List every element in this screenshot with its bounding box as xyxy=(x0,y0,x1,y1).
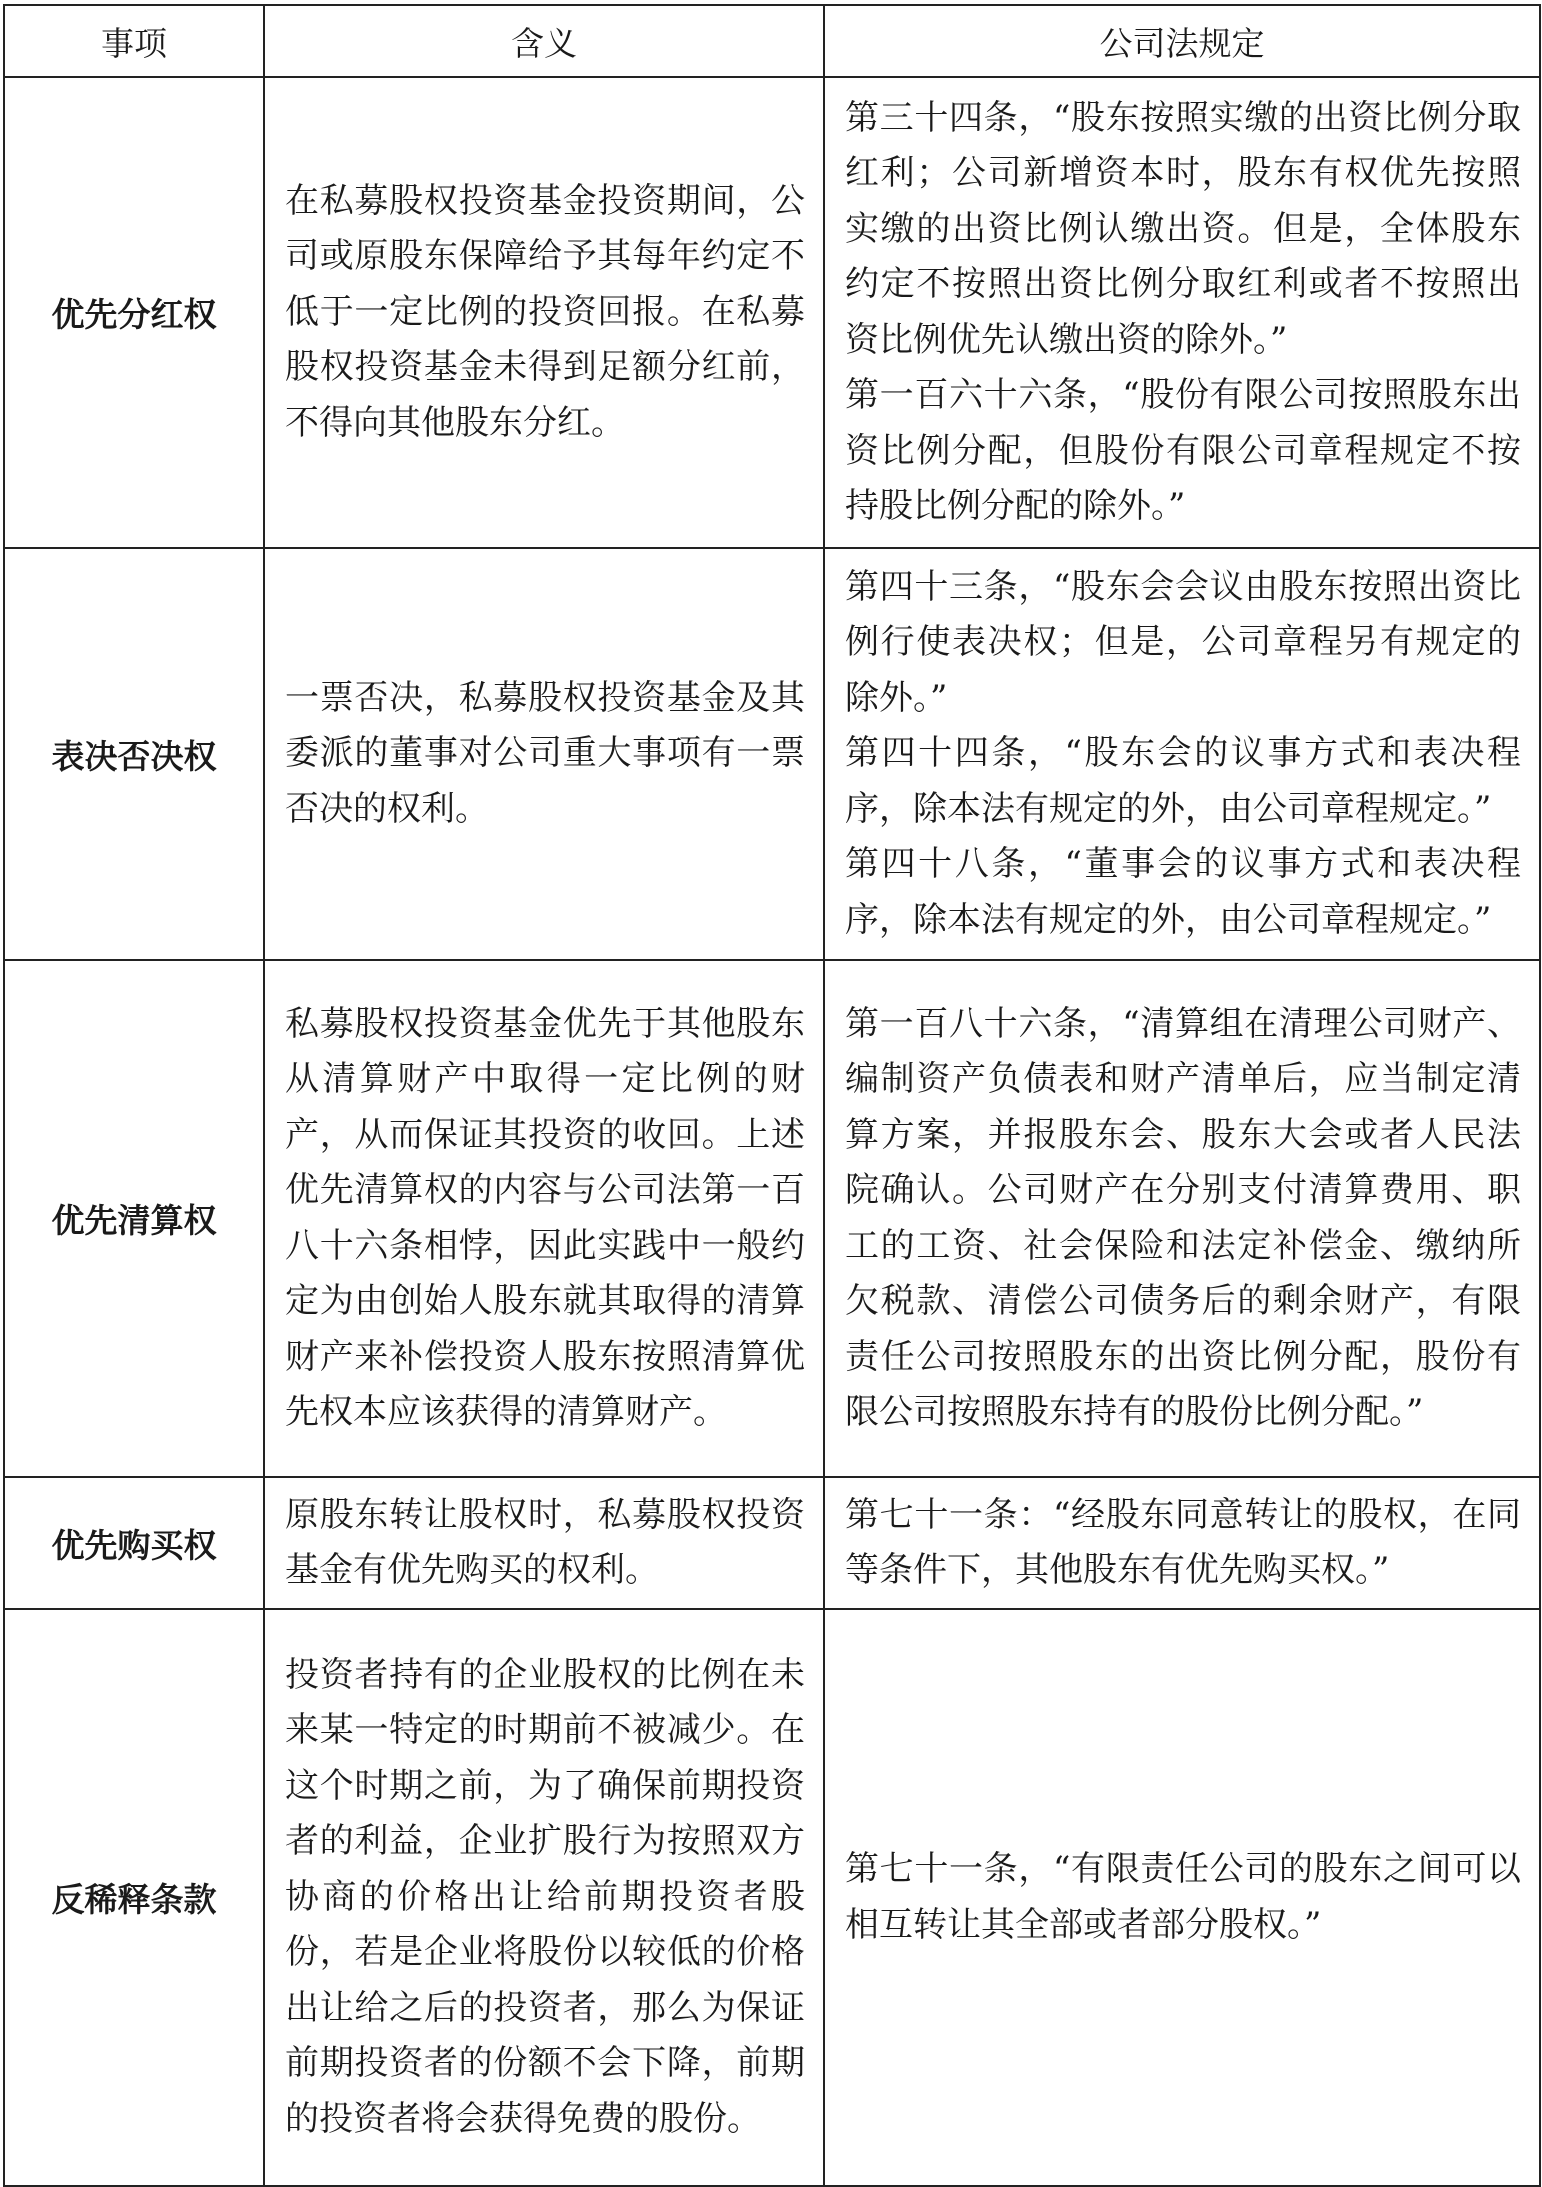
table-row xyxy=(4,548,1540,960)
row-item: 表决否决权 xyxy=(4,548,264,960)
table-row xyxy=(4,1609,1540,2186)
row-item: 优先分红权 xyxy=(4,77,264,548)
law-article: 第一百八十六条，“清算组在清理公司财产、编制资产负债表和财产清单后，应当制定清算方案，并报股东会、股东大会或者人民法院确认。公司财产在分别支付清算费用、职工的工资、社会保险和法定补偿金、缴纳所欠税款、清偿公司债务后的剩余财产，有限责任公司按照股东的出资比例分配，股份有限公司按照股东持有的股份比例分配。” xyxy=(845,1003,1521,1432)
row-law xyxy=(824,1609,1540,2186)
law-article: 第四十四条，“股东会的议事方式和表决程序，除本法有规定的外，由公司章程规定。” xyxy=(845,733,1521,829)
law-article: 第七十一条，“有限责任公司的股东之间可以相互转让其全部或者部分股权。” xyxy=(845,1849,1521,1945)
law-article: 第七十一条：“经股东同意转让的股权，在同等条件下，其他股东有优先购买权。” xyxy=(845,1494,1521,1590)
law-article: 第四十八条，“董事会的议事方式和表决程序，除本法有规定的外，由公司章程规定。” xyxy=(845,844,1521,940)
table-row xyxy=(4,960,1540,1477)
law-article: 第三十四条，“股东按照实缴的出资比例分取红利；公司新增资本时，股东有权优先按照实缴的出资比例认缴出资。但是，全体股东约定不按照出资比例分取红利或者不按照出资比例优先认缴出资的除外。” xyxy=(845,97,1521,360)
row-law xyxy=(824,548,1540,960)
row-meaning: 投资者持有的企业股权的比例在未来某一特定的时期前不被减少。在这个时期之前，为了确保前期投资者的利益，企业扩股行为按照双方协商的价格出让给前期投资者股份，若是企业将股份以较低的价格出让给之后的投资者，那么为保证前期投资者的份额不会下降，前期的投资者将会获得免费的股份。 xyxy=(264,1609,824,2186)
header-law: 公司法规定 xyxy=(824,5,1540,77)
row-meaning: 在私募股权投资基金投资期间，公司或原股东保障给予其每年约定不低于一定比例的投资回报。在私募股权投资基金未得到足额分红前，不得向其他股东分红。 xyxy=(264,77,824,548)
table-header-row xyxy=(4,5,1540,77)
rights-comparison-table xyxy=(3,4,1541,2187)
row-meaning: 一票否决，私募股权投资基金及其委派的董事对公司重大事项有一票否决的权利。 xyxy=(264,548,824,960)
row-item: 反稀释条款 xyxy=(4,1609,264,2186)
row-meaning: 私募股权投资基金优先于其他股东从清算财产中取得一定比例的财产，从而保证其投资的收回。上述优先清算权的内容与公司法第一百八十六条相悖，因此实践中一般约定为由创始人股东就其取得的清算财产来补偿投资人股东按照清算优先权本应该获得的清算财产。 xyxy=(264,960,824,1477)
row-item: 优先清算权 xyxy=(4,960,264,1477)
row-law xyxy=(824,960,1540,1477)
row-meaning: 原股东转让股权时，私募股权投资基金有优先购买的权利。 xyxy=(264,1477,824,1609)
law-article: 第一百六十六条，“股份有限公司按照股东出资比例分配，但股份有限公司章程规定不按持股比例分配的除外。” xyxy=(845,375,1521,526)
law-article: 第四十三条，“股东会会议由股东按照出资比例行使表决权；但是，公司章程另有规定的除外。” xyxy=(845,566,1521,718)
row-law xyxy=(824,77,1540,548)
row-law xyxy=(824,1477,1540,1609)
header-item: 事项 xyxy=(4,5,264,77)
header-meaning: 含义 xyxy=(264,5,824,77)
row-item: 优先购买权 xyxy=(4,1477,264,1609)
table-row xyxy=(4,1477,1540,1609)
table-row xyxy=(4,77,1540,548)
